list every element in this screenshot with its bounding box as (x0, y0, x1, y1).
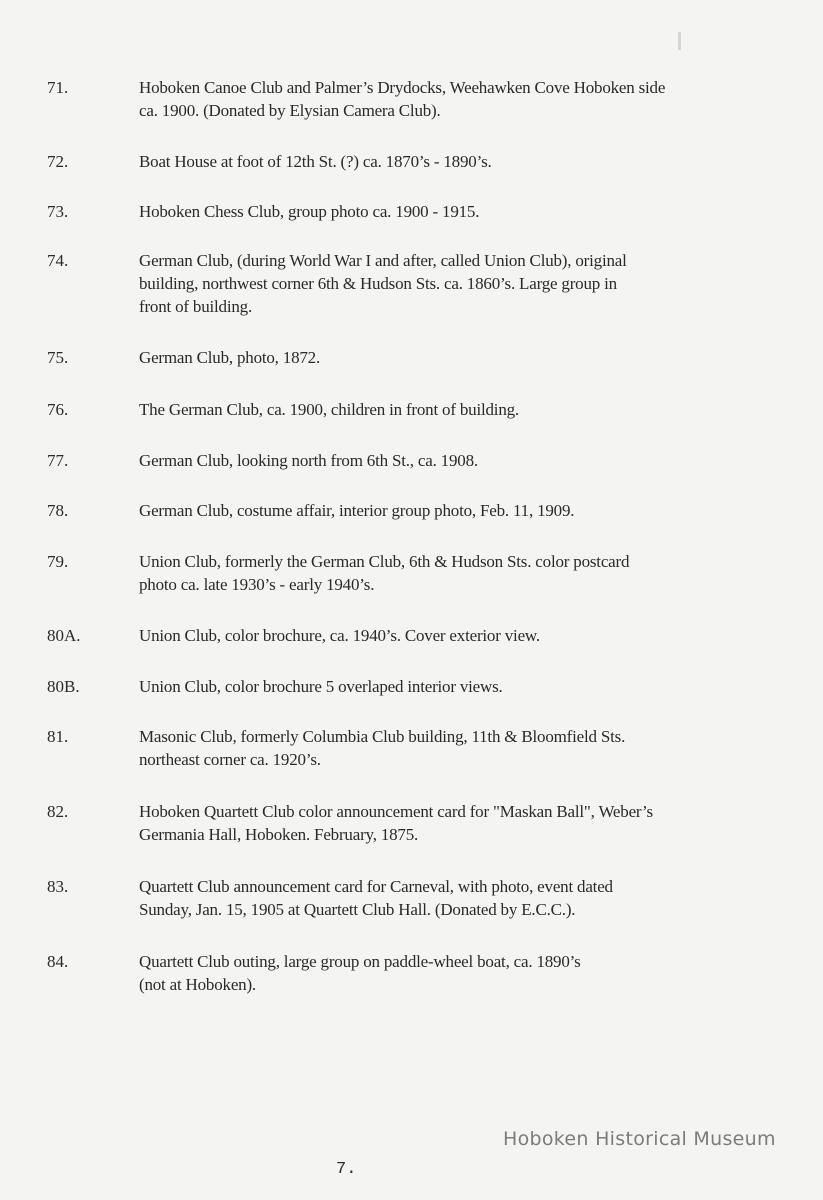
item-description (139, 624, 719, 647)
description-line: German Club, (during World War I and after, called Union Club), original (139, 251, 627, 270)
description-line: Hoboken Chess Club, group photo ca. 1900 - 1915. (139, 202, 480, 221)
item-number: 72. (47, 152, 69, 171)
item-description (139, 950, 719, 996)
item-number: 75. (47, 348, 69, 367)
item-number: 73. (47, 202, 69, 221)
description-line: Boat House at foot of 12th St. (?) ca. 1870’s - 1890’s. (139, 152, 492, 171)
description-line: (not at Hoboken). (139, 975, 256, 994)
item-number: 76. (47, 400, 69, 419)
description-line: photo ca. late 1930’s - early 1940’s. (139, 575, 375, 594)
item-description (139, 499, 719, 522)
item-description (139, 398, 719, 421)
description-line: ca. 1900. (Donated by Elysian Camera Club). (139, 101, 441, 120)
page-number: 7. (336, 1160, 357, 1179)
description-line: Quartett Club announcement card for Carneval, with photo, event dated (139, 877, 613, 896)
description-line: Hoboken Quartett Club color announcement card for "Maskan Ball", Weber’s (139, 802, 653, 821)
description-line: Quartett Club outing, large group on paddle-wheel boat, ca. 1890’s (139, 952, 581, 971)
description-line: Hoboken Canoe Club and Palmer’s Drydocks, Weehawken Cove Hoboken side (139, 78, 666, 97)
description-line: The German Club, ca. 1900, children in front of building. (139, 400, 519, 419)
item-number: 84. (47, 952, 69, 971)
item-number: 74. (47, 251, 69, 270)
description-line: front of building. (139, 297, 253, 316)
item-description (139, 346, 719, 369)
item-number: 80B. (47, 677, 80, 696)
description-line: Union Club, color brochure, ca. 1940’s. Cover exterior view. (139, 626, 540, 645)
scan-speck (678, 32, 681, 50)
item-number: 77. (47, 451, 69, 470)
description-line: Germania Hall, Hoboken. February, 1875. (139, 825, 419, 844)
description-line: German Club, photo, 1872. (139, 348, 321, 367)
museum-watermark: Hoboken Historical Museum (503, 1128, 776, 1150)
description-line: Union Club, formerly the German Club, 6th & Hudson Sts. color postcard (139, 552, 630, 571)
item-number: 81. (47, 727, 69, 746)
item-number: 71. (47, 78, 69, 97)
item-description (139, 875, 719, 921)
item-description (139, 249, 719, 318)
description-line: northeast corner ca. 1920’s. (139, 750, 321, 769)
item-description (139, 200, 719, 223)
item-number: 83. (47, 877, 69, 896)
description-line: Masonic Club, formerly Columbia Club building, 11th & Bloomfield Sts. (139, 727, 626, 746)
item-number: 78. (47, 501, 69, 520)
item-description (139, 675, 719, 698)
description-line: building, northwest corner 6th & Hudson Sts. ca. 1860’s. Large group in (139, 274, 617, 293)
description-line: Union Club, color brochure 5 overlaped interior views. (139, 677, 503, 696)
item-description (139, 150, 719, 173)
description-line: German Club, costume affair, interior group photo, Feb. 11, 1909. (139, 501, 575, 520)
item-description (139, 449, 719, 472)
description-line: German Club, looking north from 6th St., ca. 1908. (139, 451, 478, 470)
description-line: Sunday, Jan. 15, 1905 at Quartett Club Hall. (Donated by E.C.C.). (139, 900, 576, 919)
item-number: 80A. (47, 626, 81, 645)
item-number: 79. (47, 552, 69, 571)
item-description (139, 800, 719, 846)
item-description (139, 550, 719, 596)
item-description (139, 76, 719, 122)
item-number: 82. (47, 802, 69, 821)
item-description (139, 725, 719, 771)
